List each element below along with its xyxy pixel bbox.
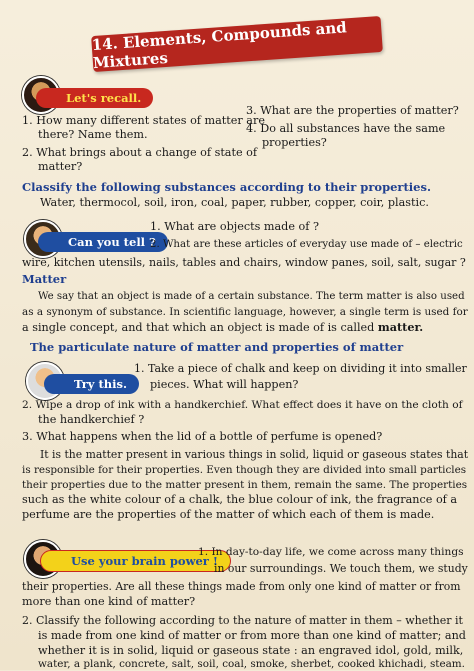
tell-q2-cont: wire, kitchen utensils, nails, tables and chairs, window panes, soil, salt, sugar ? <box>22 256 466 269</box>
brain-q2-line2: is made from one kind of matter or from more than one kind of matter; and <box>38 629 466 642</box>
matter-heading: Matter <box>22 272 67 286</box>
paragraph-line1: It is the matter present in various things in solid, liquid or gaseous states that <box>40 448 469 461</box>
try-q2-line2: the handkerchief ? <box>38 413 145 426</box>
brain-q1-line2: in our surroundings. We touch them, we study <box>214 562 468 575</box>
recall-q1-line1: 1. How many different states of matter are <box>22 114 265 127</box>
recall-q2-line1: 2. What brings about a change of state of <box>22 146 258 159</box>
try-this-badge: Try this. <box>44 374 139 394</box>
matter-line3-text: a single concept, and that which an object is made of is called <box>22 321 378 334</box>
can-you-tell-badge: Can you tell ? <box>38 232 168 252</box>
try-q1-line1: 1. Take a piece of chalk and keep on dividing it into smaller <box>134 362 467 375</box>
classify-heading: Classify the following substances according to their properties. <box>22 180 431 194</box>
recall-q4-line1: 4. Do all substances have the same <box>246 122 446 135</box>
matter-line2: as a synonym of substance. In scientific language, however, a single term is used for <box>22 306 468 318</box>
paragraph-line3: their properties due to the matter present in them, remain the same. The properties <box>22 479 468 491</box>
try-q1-line2: pieces. What will happen? <box>150 378 299 391</box>
matter-line1: We say that an object is made of a certain substance. The term matter is also used <box>38 291 465 302</box>
brain-q2-line1: 2. Classify the following according to the nature of matter in them – whether it <box>22 614 463 627</box>
particulate-heading: The particulate nature of matter and properties of matter <box>30 340 404 354</box>
brain-q1-line1: 1. In day-to-day life, we come across many things <box>198 546 464 558</box>
brain-q1-line4: more than one kind of matter? <box>22 595 196 608</box>
try-q3: 3. What happens when the lid of a bottle of perfume is opened? <box>22 430 383 443</box>
paragraph-line4: such as the white colour of a chalk, the blue colour of ink, the fragrance of a <box>22 493 458 506</box>
lets-recall-badge: Let's recall. <box>36 88 153 108</box>
recall-q2-line2: matter? <box>38 160 83 173</box>
recall-q4-line2: properties? <box>262 136 327 149</box>
try-q2-line1: 2. Wipe a drop of ink with a handkerchief. What effect does it have on the cloth of <box>22 399 463 411</box>
brain-power-badge: Use your brain power ! <box>40 550 231 572</box>
paragraph-line2: is responsible for their properties. Even though they are divided into small particles <box>22 464 467 476</box>
brain-q1-line3: their properties. Are all these things made from only one kind of matter or from <box>22 580 461 593</box>
classify-list: Water, thermocol, soil, iron, coal, paper, rubber, copper, coir, plastic. <box>40 196 429 209</box>
recall-q1-line2: there? Name them. <box>38 128 148 141</box>
chapter-title: 14. Elements, Compounds and Mixtures <box>91 16 383 72</box>
brain-q2-line3: whether it is in solid, liquid or gaseous state : an engraved idol, gold, milk, <box>38 644 464 657</box>
tell-q2: 2. What are these articles of everyday use made of – electric <box>150 239 463 250</box>
paragraph-line5: perfume are the properties of the matter of which each of them is made. <box>22 508 435 521</box>
matter-term: matter. <box>377 320 424 334</box>
recall-q3: 3. What are the properties of matter? <box>246 104 459 117</box>
brain-q2-line4: water, a plank, concrete, salt, soil, coal, smoke, sherbet, cooked khichadi, steam. <box>38 658 465 670</box>
tell-q1: 1. What are objects made of ? <box>150 220 319 233</box>
matter-line3 <box>22 320 423 335</box>
